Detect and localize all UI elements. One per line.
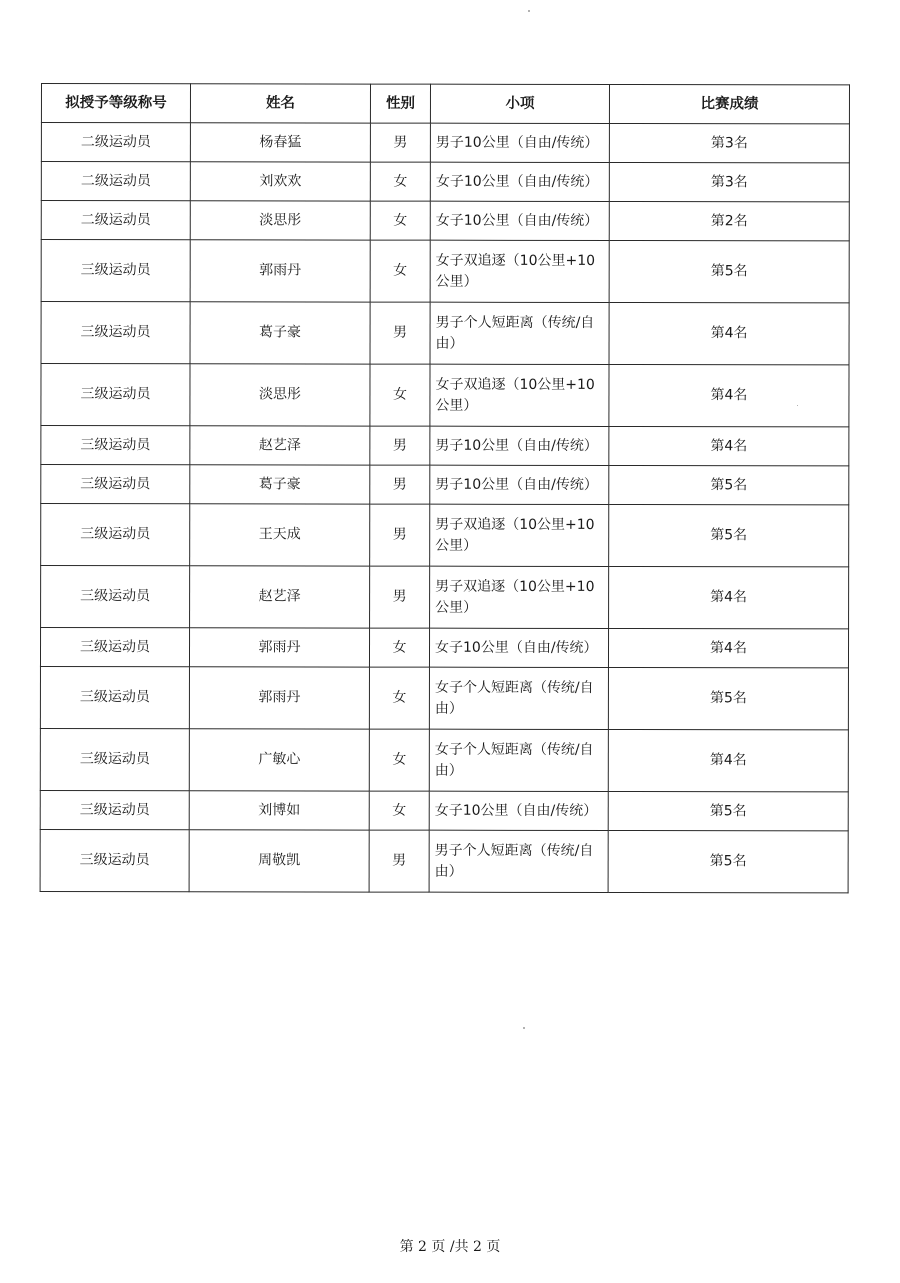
header-gender: 性别 [370, 84, 430, 123]
cell-grade: 三级运动员 [40, 628, 189, 667]
cell-name: 王天成 [190, 504, 370, 566]
table-row [41, 465, 849, 505]
cell-gender: 男 [370, 504, 430, 566]
cell-result: 第5名 [609, 465, 849, 504]
cell-name: 郭雨丹 [190, 240, 370, 302]
cell-grade: 三级运动员 [41, 426, 190, 465]
cell-event: 女子10公里（自由/传统） [430, 162, 609, 201]
header-name: 姓名 [190, 84, 370, 123]
cell-name: 赵艺泽 [190, 426, 370, 465]
cell-gender: 女 [369, 791, 429, 830]
cell-gender: 男 [370, 426, 430, 465]
cell-name: 赵艺泽 [190, 566, 370, 628]
header-result: 比赛成绩 [609, 84, 849, 123]
cell-grade: 三级运动员 [40, 667, 189, 729]
cell-result: 第4名 [608, 628, 848, 667]
table-row [41, 302, 849, 365]
cell-name: 郭雨丹 [189, 628, 369, 667]
table-row [40, 829, 848, 892]
cell-grade: 三级运动员 [41, 504, 190, 566]
table-row [41, 201, 849, 241]
cell-name: 郭雨丹 [189, 667, 369, 729]
cell-name: 刘博如 [189, 791, 369, 830]
cell-result: 第4名 [609, 566, 849, 628]
cell-result: 第5名 [609, 240, 849, 302]
page-number: 第 2 页 /共 2 页 [399, 1239, 501, 1255]
table-header-row [41, 84, 849, 124]
cell-event: 女子10公里（自由/传统） [429, 628, 608, 667]
cell-gender: 男 [370, 465, 430, 504]
header-event: 小项 [430, 84, 609, 123]
cell-gender: 女 [370, 240, 430, 302]
cell-grade: 三级运动员 [41, 364, 190, 426]
cell-result: 第4名 [609, 302, 849, 364]
cell-grade: 三级运动员 [41, 566, 190, 628]
table-row [41, 123, 849, 163]
cell-grade: 三级运动员 [40, 790, 189, 829]
cell-name: 葛子豪 [190, 302, 370, 364]
header-grade: 拟授予等级称号 [41, 84, 190, 123]
cell-event: 男子双追逐（10公里+10公里） [430, 566, 609, 628]
cell-gender: 女 [370, 364, 430, 426]
cell-gender: 女 [370, 162, 430, 201]
cell-result: 第4名 [609, 426, 849, 465]
cell-gender: 男 [369, 830, 429, 892]
cell-event: 女子10公里（自由/传统） [430, 201, 609, 240]
cell-result: 第2名 [609, 201, 849, 240]
athlete-grade-table [40, 83, 850, 893]
cell-name: 刘欢欢 [190, 162, 370, 201]
cell-name: 杨春猛 [190, 123, 370, 162]
cell-gender: 女 [369, 667, 429, 729]
table-row [41, 240, 849, 303]
cell-result: 第3名 [609, 123, 849, 162]
scan-speck [528, 10, 530, 12]
cell-name: 葛子豪 [190, 465, 370, 504]
cell-result: 第4名 [608, 729, 848, 791]
cell-event: 男子个人短距离（传统/自由） [430, 302, 609, 364]
cell-grade: 三级运动员 [41, 465, 190, 504]
cell-event: 男子个人短距离（传统/自由） [429, 830, 608, 892]
cell-grade: 三级运动员 [41, 302, 190, 364]
cell-name: 周敬凯 [189, 830, 369, 892]
cell-gender: 男 [370, 566, 430, 628]
cell-name: 淡思彤 [190, 201, 370, 240]
table-row [41, 504, 849, 567]
cell-result: 第5名 [608, 791, 848, 830]
cell-result: 第4名 [609, 364, 849, 426]
cell-grade: 三级运动员 [40, 829, 189, 891]
cell-grade: 三级运动员 [40, 728, 189, 790]
cell-result: 第5名 [608, 830, 848, 892]
table-row [41, 566, 849, 629]
cell-event: 男子双追逐（10公里+10公里） [430, 504, 609, 566]
cell-event: 男子10公里（自由/传统） [430, 465, 609, 504]
cell-event: 男子10公里（自由/传统） [430, 426, 609, 465]
cell-event: 女子双追逐（10公里+10公里） [430, 240, 609, 302]
cell-gender: 女 [369, 628, 429, 667]
scan-speck [797, 405, 798, 406]
table-row [40, 667, 848, 730]
cell-grade: 二级运动员 [41, 162, 190, 201]
table-row [41, 364, 849, 427]
table-row [41, 426, 849, 466]
cell-grade: 二级运动员 [41, 123, 190, 162]
cell-gender: 男 [370, 123, 430, 162]
table-row [41, 162, 849, 202]
cell-event: 女子10公里（自由/传统） [429, 791, 608, 830]
cell-grade: 二级运动员 [41, 201, 190, 240]
table-row [40, 628, 848, 668]
table-row [40, 790, 848, 830]
cell-gender: 女 [369, 729, 429, 791]
cell-gender: 女 [370, 201, 430, 240]
cell-result: 第3名 [609, 162, 849, 201]
cell-result: 第5名 [608, 667, 848, 729]
cell-result: 第5名 [609, 504, 849, 566]
table-row [40, 728, 848, 791]
cell-event: 女子个人短距离（传统/自由） [429, 729, 608, 791]
cell-gender: 男 [370, 302, 430, 364]
scan-speck [523, 1027, 525, 1029]
cell-name: 淡思彤 [190, 364, 370, 426]
cell-event: 女子个人短距离（传统/自由） [429, 667, 608, 729]
cell-name: 广敏心 [189, 729, 369, 791]
cell-grade: 三级运动员 [41, 240, 190, 302]
cell-event: 男子10公里（自由/传统） [430, 123, 609, 162]
cell-event: 女子双追逐（10公里+10公里） [430, 364, 609, 426]
